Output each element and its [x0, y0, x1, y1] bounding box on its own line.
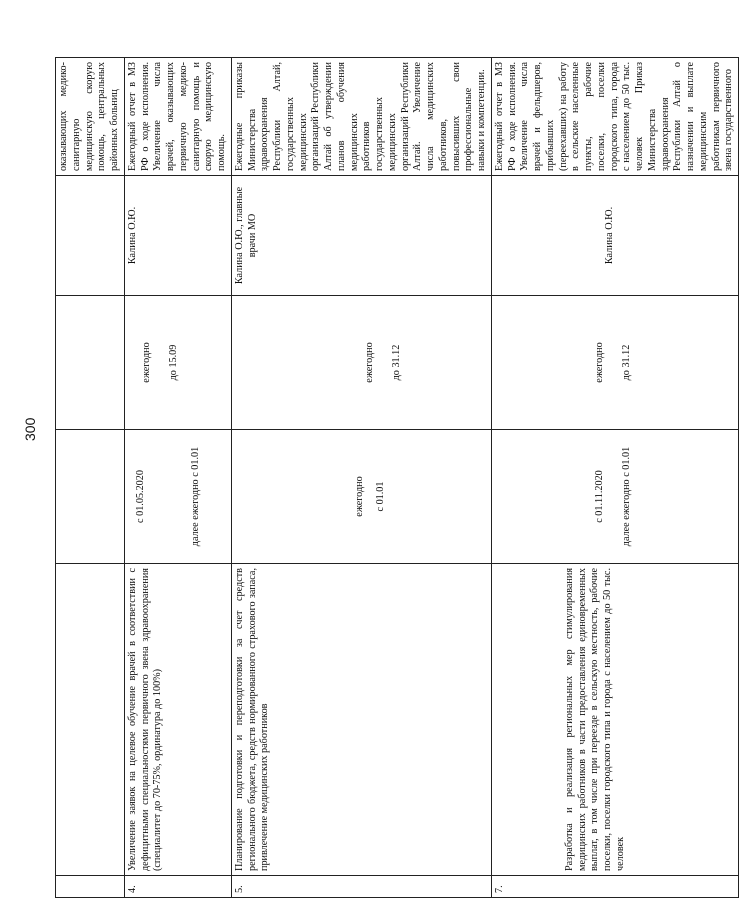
- responsible: Калина О.Ю., главные врачи МО: [231, 176, 491, 296]
- start-date-cell: [231, 430, 491, 564]
- measure-description: Увеличение заявок на целевое обучение врачей в соответствии с дефицитными специальностями первичного звена здравоохранения (специалитет до 70-75%, ординатура до 100%): [124, 564, 231, 876]
- responsible-cell: [491, 176, 738, 296]
- row-number: 4.: [124, 876, 231, 898]
- measures-table: [55, 57, 739, 898]
- table-row: [491, 58, 738, 898]
- start-date-cell: [124, 430, 231, 564]
- start-date-continued: далее ежегодно с 01.01: [620, 446, 632, 547]
- periodicity: ежегодно: [593, 342, 605, 383]
- periodicity: ежегодно: [363, 342, 375, 383]
- result-indicator: Ежегодные приказы Министерства здравоохранения Республики Алтай, государственных медицинских организаций Республики Алтай об утверждении планов обучения медицинских работников государственных медицинских организаций Республики Алтай. Увеличение числа медицинских работников, повысивших свои профессиональные навыки и компетенции.: [231, 58, 491, 176]
- row-number: 7.: [491, 876, 738, 898]
- row-number: [56, 876, 125, 898]
- periodicity: [56, 296, 125, 430]
- page-number: 300: [22, 417, 38, 441]
- periodicity: ежегодно: [140, 342, 152, 383]
- start-date-cell: [491, 430, 738, 564]
- table-row: [231, 58, 491, 898]
- measure-description: Планирование подготовки и переподготовки за счет средств регионального бюджета, средств нормированного страхового запаса, привлечение медицинских работников: [231, 564, 491, 876]
- deadline: до 31.12: [390, 344, 402, 381]
- responsible: [56, 176, 125, 296]
- start-date-continued: с 01.01: [374, 481, 386, 512]
- measure-description-cell: [491, 564, 738, 876]
- start-date: ежегодно: [353, 476, 365, 517]
- row-number: 5.: [231, 876, 491, 898]
- responsible: Калина О.Ю.: [603, 206, 615, 265]
- rotated-page: [55, 58, 735, 898]
- periodicity-cell: [491, 296, 738, 430]
- deadline: до 15.09: [167, 344, 179, 381]
- start-date: с 01.11.2020: [593, 470, 605, 523]
- table-row: [124, 58, 231, 898]
- responsible: Калина О.Ю.: [124, 176, 231, 296]
- measure-description: [56, 564, 125, 876]
- result-indicator: Ежегодный отчет в МЗ РФ о ходе исполнения. Увеличение числа врачей, оказывающих первичную медико-санитарную помощь и скорую медицинскую помощь.: [124, 58, 231, 176]
- measure-description: Разработка и реализация региональных мер стимулирования медицинских работников в части предоставления единовременных выплат, в том числе при переезде в сельскую местность, рабочие поселки, поселки городского типа и города с населением до 50 тыс. человек: [563, 568, 626, 871]
- periodicity-cell: [231, 296, 491, 430]
- result-indicator: Ежегодный отчет в МЗ РФ о ходе исполнения. Увеличение числа врачей и фельдшеров, прибывших (переехавших) на работу в сельские населенные пункты, рабочие поселки, поселки городского типа, города с населением до 50 тыс. человек Приказ Министерства здравоохранения Республики Алтай о назначении и выплате медицинским работникам первичного звена государственного: [491, 58, 738, 176]
- start-date: с 01.05.2020: [134, 470, 146, 523]
- start-date: [56, 430, 125, 564]
- result-indicator: оказывающих медико-санитарную медицинскую скорую помощь, центральных районных больниц: [56, 58, 125, 176]
- deadline: до 31.12: [620, 344, 632, 381]
- table-row: [56, 58, 125, 898]
- start-date-continued: далее ежегодно с 01.01: [189, 446, 201, 547]
- periodicity-cell: [124, 296, 231, 430]
